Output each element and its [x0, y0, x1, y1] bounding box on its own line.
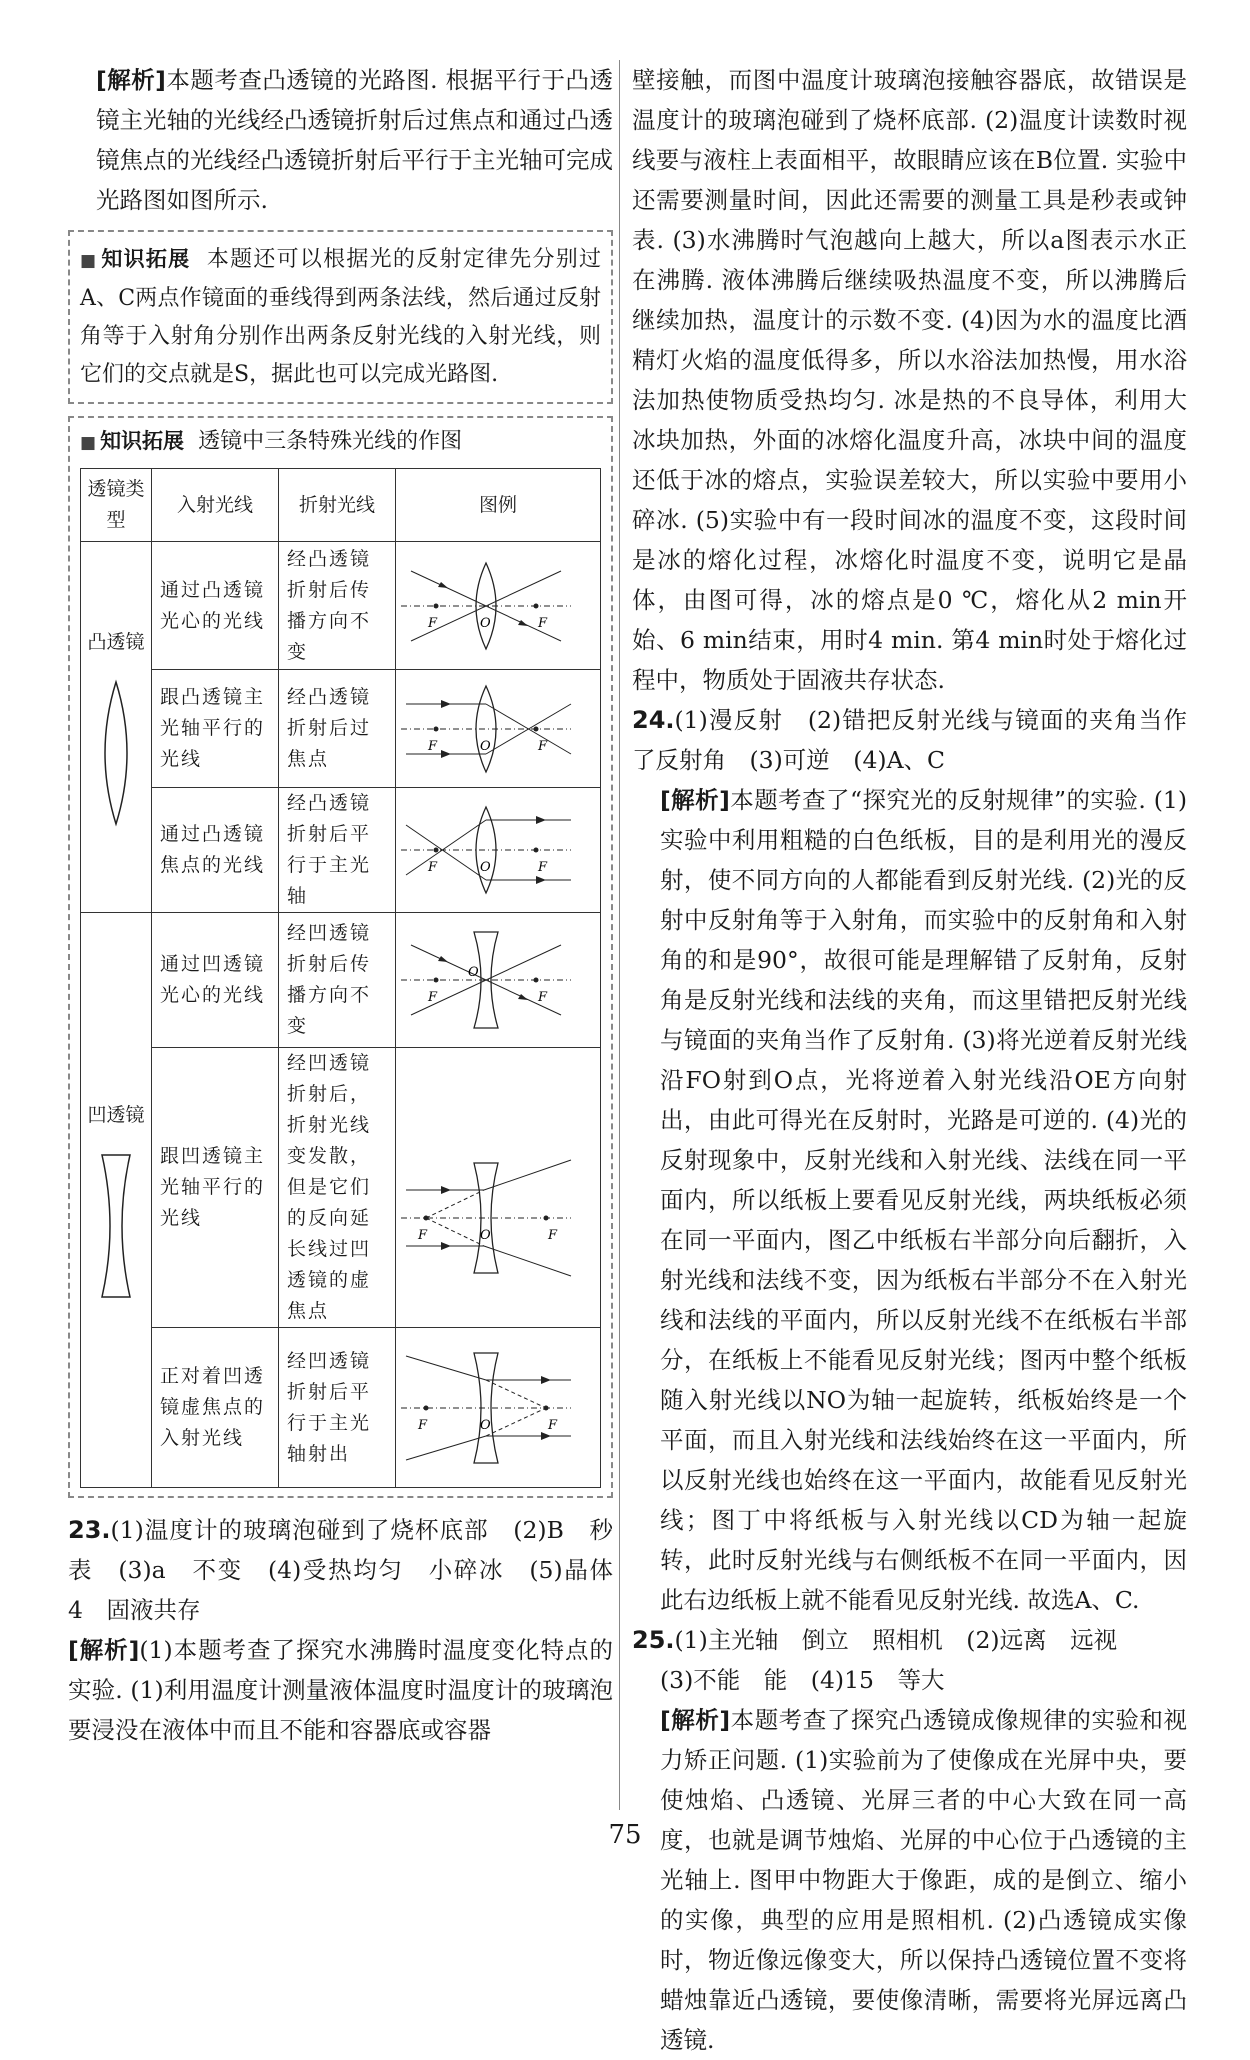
analysis-text: 本题考查了探究凸透镜成像规律的实验和视力矫正问题. (1)实验前为了使像成在光屏中央，要使烛焰、凸透镜、光屏三者的中心大致在同一高度，也就是调节烛焰、光屏的中心位于凸透镜的主光轴上. 图甲中物距大于像距，成的是倒立、缩小的实像，典型的应用是照相机. (2)凸透镜成实像时，物近像远像变大，所以保持凸透镜位置不变将蜡烛靠近凸透镜，要使像清晰，需要将光屏远离凸透镜.: [660, 1706, 1188, 2054]
refracted-cell: 经凹透镜折射后平行于主光轴射出: [279, 1328, 396, 1488]
concave-lens-icon: [96, 1151, 136, 1301]
analysis-text: 本题考查了“探究光的反射规律”的实验. (1)实验中利用粗糙的白色纸板，目的是利用光的漫反射，使不同方向的人都能看到反射光线. (2)光的反射中反射角等于入射角，而实验中的反射角和入射角的和是90°，故很可能是理解错了反射角，反射角是反射光线和法线的夹角，而这里错把反射光线与镜面的夹角当作了反射角. (3)将光逆着反射光线沿FO射到O点，光将逆着入射光线沿OE方向射出，由此可得光在反射时，光路是可逆的. (4)光的反射现象中，反射光线和入射光线、法线在同一平面内，所以纸板上要看见反射光线，两块纸板必须在同一平面内，图乙中纸板右半部分向后翻折，入射光线和法线不变，因为纸板右半部分不在入射光线和法线的平面内，所以反射光线不在纸板右半部分，在纸板上不能看见反射光线；图丙中整个纸板随入射光线以NO为轴一起旋转，纸板始终是一个平面，而且入射光线和法线始终在这一平面内，所以反射光线也始终在这一平面内，故能看见反射光线；图丁中将纸板与入射光线以CD为轴一起旋转，此时反射光线与右侧纸板不在同一平面内，因此右边纸板上就不能看见反射光线. 故选A、C.: [660, 786, 1187, 1614]
incident-cell: 正对着凹透镜虚焦点的入射光线: [152, 1328, 279, 1488]
q25-answer-line2: (3)不能 能 (4)15 等大: [660, 1666, 945, 1694]
page-number: 75: [608, 1820, 642, 1850]
extension-tag: ■ 知识拓展: [80, 247, 190, 271]
convex-lens-label: 凸透镜: [87, 630, 145, 653]
q23-answer: [68, 1510, 637, 1630]
refracted-cell: 经凸透镜折射后平行于主光轴: [279, 788, 396, 913]
incident-cell: 通过凹透镜光心的光线: [152, 913, 279, 1048]
concave-focus-ray-figure: [396, 1338, 576, 1478]
q24-answer: [632, 700, 1187, 780]
table-row: [81, 913, 601, 1048]
intro-text: 本题考查凸透镜的光路图. 根据平行于凸透镜主光轴的光线经凸透镜折射后过焦点和通过凸透镜焦点的光线经凸透镜折射后平行于主光轴可完成光路图如图所示.: [96, 66, 613, 214]
knowledge-extension-box-1: [68, 230, 613, 404]
q25-analysis: [632, 1700, 1187, 2060]
figure-cell: [396, 670, 601, 788]
figure-cell: [396, 788, 601, 913]
table-row: [81, 542, 601, 670]
header-lens-type: 透镜类型: [81, 469, 152, 542]
header-incident: 入射光线: [152, 469, 279, 542]
optical-center-label: O: [480, 738, 491, 754]
column-divider: [619, 60, 620, 1810]
optical-center-label: O: [480, 860, 491, 875]
focus-label: F: [548, 1417, 558, 1433]
optical-center-label: O: [480, 1417, 491, 1433]
convex-lens-cell: [81, 542, 152, 913]
figure-cell: [396, 1048, 601, 1328]
answer-text: (1)主光轴 倒立 照相机 (2)远离 远视: [674, 1626, 1118, 1654]
question-number: 23.: [68, 1516, 111, 1544]
analysis-tag: [解析]: [68, 1636, 140, 1664]
refracted-cell: 经凸透镜折射后传播方向不变: [279, 542, 396, 670]
figure-cell: [396, 913, 601, 1048]
q24-analysis: [632, 780, 1187, 1620]
incident-cell: 通过凸透镜焦点的光线: [152, 788, 279, 913]
table-row: [81, 788, 601, 913]
refracted-cell: 经凹透镜折射后传播方向不变: [279, 913, 396, 1048]
q23-analysis-continued: 壁接触，而图中温度计玻璃泡接触容器底，故错误是温度计的玻璃泡碰到了烧杯底部. (2)温度计读数时视线要与液柱上表面相平，故眼睛应该在B位置. 实验中还需要测量时间，因此还需要的测量工具是秒表或钟表. (3)水沸腾时气泡越向上越大，所以a图表示水正在沸腾. 液体沸腾后继续吸热温度不变，所以沸腾后继续加热，温度计的示数不变. (4)因为水的温度比酒精灯火焰的温度低得多，所以水浴法加热慢，用水浴法加热使物质受热均匀. 冰是热的不良导体，利用大冰块加热，外面的冰熔化温度升高，冰块中间的温度还低于冰的熔点，实验误差较大，所以实验中要用小碎冰. (5)实验中有一段时间冰的温度不变，这段时间是冰的熔化过程，冰熔化时温度不变，说明它是晶体，由图可得，冰的熔点是0 ℃，熔化从2 min开始、6 min结束，用时4 min. 第4 min时处于熔化过程中，物质处于固液共存状态.: [632, 66, 1187, 694]
focus-label: F: [538, 615, 548, 631]
table-row: [81, 670, 601, 788]
extension-tag: ■ 知识拓展: [80, 429, 184, 453]
focus-label: F: [538, 860, 548, 875]
lens-rays-table: [80, 468, 601, 1488]
concave-parallel-ray-figure: [396, 1148, 576, 1288]
table-row: [81, 1048, 601, 1328]
table-header-row: [81, 469, 601, 542]
incident-cell: 跟凹透镜主光轴平行的光线: [152, 1048, 279, 1328]
concave-lens-cell: [81, 913, 152, 1488]
optical-center-label: O: [468, 965, 479, 980]
question-number: 25.: [632, 1626, 675, 1654]
answer-text: (1)温度计的玻璃泡碰到了烧杯底部 (2)B 秒表 (3)a 不变 (4)受热均匀 小碎冰 (5)晶体 4 固液共存: [68, 1516, 637, 1624]
convex-lens-icon: [96, 678, 136, 828]
convex-center-ray-figure: [396, 551, 576, 661]
focus-label: F: [418, 1417, 428, 1433]
analysis-text: (1)本题考查了探究水沸腾时温度变化特点的实验. (1)利用温度计测量液体温度时温度计的玻璃泡要浸没在液体中而且不能和容器底或容器: [68, 1636, 613, 1744]
knowledge-extension-box-2: [68, 416, 613, 1498]
focus-label: F: [538, 738, 548, 754]
extension-text: 本题还可以根据光的反射定律先分别过A、C两点作镜面的垂线得到两条法线，然后通过反射角等于入射角分别作出两条反射光线的入射光线，则它们的交点就是S，据此也可以完成光路图.: [80, 247, 601, 387]
refracted-cell: 经凸透镜折射后过焦点: [279, 670, 396, 788]
focus-label: F: [428, 990, 438, 1005]
refracted-cell: 经凹透镜折射后，折射光线变发散，但是它们的反向延长线过凹透镜的虚焦点: [279, 1048, 396, 1328]
focus-label: F: [418, 1227, 428, 1243]
focus-label: F: [428, 615, 438, 631]
analysis-tag: [解析]: [96, 66, 166, 94]
answer-text: (1)漫反射 (2)错把反射光线与镜面的夹角当作了反射角 (3)可逆 (4)A、C: [632, 706, 1187, 774]
question-number: 24.: [632, 706, 675, 734]
left-column: [68, 60, 637, 1750]
convex-parallel-ray-figure: [396, 674, 576, 784]
right-column: [632, 60, 1187, 2060]
incident-cell: 跟凸透镜主光轴平行的光线: [152, 670, 279, 788]
concave-lens-label: 凹透镜: [87, 1103, 145, 1126]
focus-label: F: [548, 1227, 558, 1243]
q25-answer: [632, 1620, 1187, 1660]
optical-center-label: O: [480, 1227, 491, 1243]
optical-center-label: O: [480, 615, 491, 631]
header-figure: 图例: [396, 469, 601, 542]
analysis-tag: [解析]: [660, 1706, 731, 1734]
q23-analysis: [68, 1630, 613, 1750]
convex-focus-ray-figure: [396, 795, 576, 905]
focus-label: F: [428, 738, 438, 754]
intro-paragraph: [68, 60, 613, 220]
header-refracted: 折射光线: [279, 469, 396, 542]
concave-center-ray-figure: [396, 920, 576, 1040]
focus-label: F: [428, 860, 438, 875]
extension-title: 透镜中三条特殊光线的作图: [198, 429, 463, 454]
table-row: [81, 1328, 601, 1488]
figure-cell: [396, 542, 601, 670]
incident-cell: 通过凸透镜光心的光线: [152, 542, 279, 670]
focus-label: F: [538, 990, 548, 1005]
analysis-tag: [解析]: [660, 786, 730, 814]
figure-cell: [396, 1328, 601, 1488]
